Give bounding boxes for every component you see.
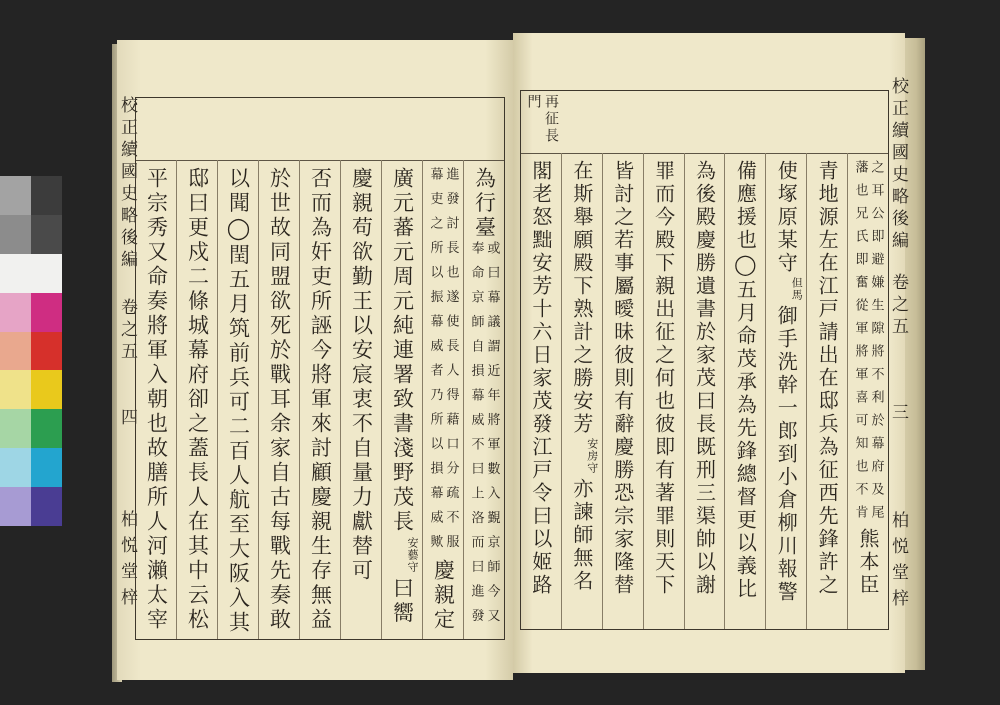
color-swatch	[0, 370, 31, 409]
main-text: 慶親苟欲勤王以安宸衷不自量力獻替可	[349, 167, 374, 584]
main-text: 於世故同盟欲死於戰耳余家自古每戰先奏敢	[267, 167, 292, 633]
text-column	[806, 153, 847, 629]
interlinear-note	[429, 167, 458, 559]
running-title: 校正續國史略後編	[117, 96, 137, 272]
color-swatch	[31, 176, 62, 215]
main-text: 青地源左在江戸請出在邸兵為征西先鋒許之	[815, 160, 840, 597]
text-column	[176, 160, 217, 639]
head-margin	[521, 91, 888, 154]
inline-note: 安房守	[585, 438, 599, 474]
text-column	[258, 160, 299, 639]
text-column	[340, 160, 381, 639]
color-swatch	[31, 215, 62, 254]
color-swatch	[0, 254, 31, 293]
folio-number: 三	[888, 403, 908, 425]
running-margin	[117, 40, 136, 680]
text-column	[724, 153, 765, 629]
color-swatch	[31, 409, 62, 448]
color-swatch	[31, 487, 62, 526]
main-text: 慶親定	[431, 559, 456, 633]
head-note: 再征長門	[525, 94, 559, 145]
color-swatch	[0, 409, 31, 448]
color-swatch	[31, 448, 62, 487]
main-text: 否而為奸吏所誣今將軍來討顧慶親生存無益	[308, 167, 333, 633]
text-column	[684, 153, 725, 629]
text-column	[765, 153, 806, 629]
main-text: 備應援也◯五月命茂承為先鋒總督更以義比	[733, 160, 758, 601]
interlinear-note	[854, 160, 883, 528]
note-line-left: 奉命京師自損幕威不曰上洛而曰進發	[468, 240, 484, 633]
text-column	[463, 160, 504, 639]
volume-label: 卷之五	[117, 298, 137, 364]
text-frame	[520, 90, 889, 630]
color-swatch	[31, 332, 62, 371]
color-swatch	[31, 293, 62, 332]
main-text: 亦諫師無名	[569, 478, 594, 593]
color-swatch	[0, 487, 31, 526]
main-text: 曰嚮	[390, 576, 415, 626]
color-swatch	[0, 448, 31, 487]
note-line-left: 藩也兄氏即奮從軍將軍喜可知也不肯	[852, 160, 868, 528]
text-column	[381, 160, 422, 639]
color-swatch	[0, 293, 31, 332]
publisher-mark: 柏悦堂梓	[117, 510, 137, 614]
text-columns	[136, 160, 504, 639]
text-column	[643, 153, 684, 629]
running-margin	[888, 33, 908, 673]
text-column	[136, 160, 176, 639]
volume-label: 卷之五	[888, 273, 908, 339]
note-line-right: 之耳公即避嫌生隙將不利於幕府及尾	[868, 160, 884, 528]
color-swatch	[31, 370, 62, 409]
color-swatch	[0, 332, 31, 371]
note-line-left: 幕吏之所以振幕威者乃所以損幕威歟	[427, 167, 443, 559]
text-frame	[135, 97, 505, 640]
main-text: 以聞◯閏五月筑前兵可二百人航至大阪入其	[226, 167, 251, 636]
main-text: 廣元蕃元周元純連署致書淺野茂長	[390, 167, 415, 535]
text-column	[422, 160, 463, 639]
text-column	[847, 153, 888, 629]
main-text: 邸曰更戍二條城幕府卻之蓋長人在其中云松	[185, 167, 210, 633]
note-line-right: 進發討長也遂使長人得藉口分疏不服	[443, 167, 459, 559]
note-line-right: 或曰幕議謂近年將軍數入覲京師今又	[484, 240, 500, 633]
running-title: 校正續國史略後編	[888, 77, 908, 253]
color-calibration-chart	[0, 176, 62, 526]
left-page	[117, 40, 513, 680]
inline-note: 安藝守	[406, 536, 419, 573]
main-text: 在斯舉願殿下熟計之勝安芳	[569, 160, 594, 436]
main-text: 為行臺	[472, 167, 497, 241]
inline-note: 但馬	[790, 277, 804, 301]
color-swatch	[0, 215, 31, 254]
folio-number: 四	[117, 408, 137, 430]
text-column	[602, 153, 643, 629]
publisher-mark: 柏悦堂梓	[888, 511, 908, 615]
main-text: 熊本臣	[856, 528, 881, 597]
main-text: 平宗秀又命奏將軍入朝也故膳所人河瀨太宰	[144, 167, 169, 633]
main-text: 御手洗幹一郎到小倉柳川報警	[774, 305, 799, 604]
text-column	[299, 160, 340, 639]
interlinear-note	[470, 241, 499, 633]
color-swatch	[0, 176, 31, 215]
color-swatch	[31, 254, 62, 293]
text-column	[561, 153, 602, 629]
text-column	[521, 153, 561, 629]
text-columns	[521, 153, 888, 629]
text-column	[217, 160, 258, 639]
main-text: 罪而今殿下親出征之何也彼即有著罪則天下	[651, 160, 676, 597]
head-margin	[136, 98, 504, 161]
main-text: 為後殿慶勝遺書於家茂曰長既刑三渠帥以謝	[692, 160, 717, 597]
right-page	[513, 33, 908, 673]
main-text: 皆討之若事屬曖昧彼則有辭慶勝恐宗家隆替	[610, 160, 635, 597]
main-text: 使塚原某守	[774, 160, 799, 275]
main-text: 閣老怒黜安芳十六日家茂發江戸令曰以姬路	[528, 160, 553, 597]
